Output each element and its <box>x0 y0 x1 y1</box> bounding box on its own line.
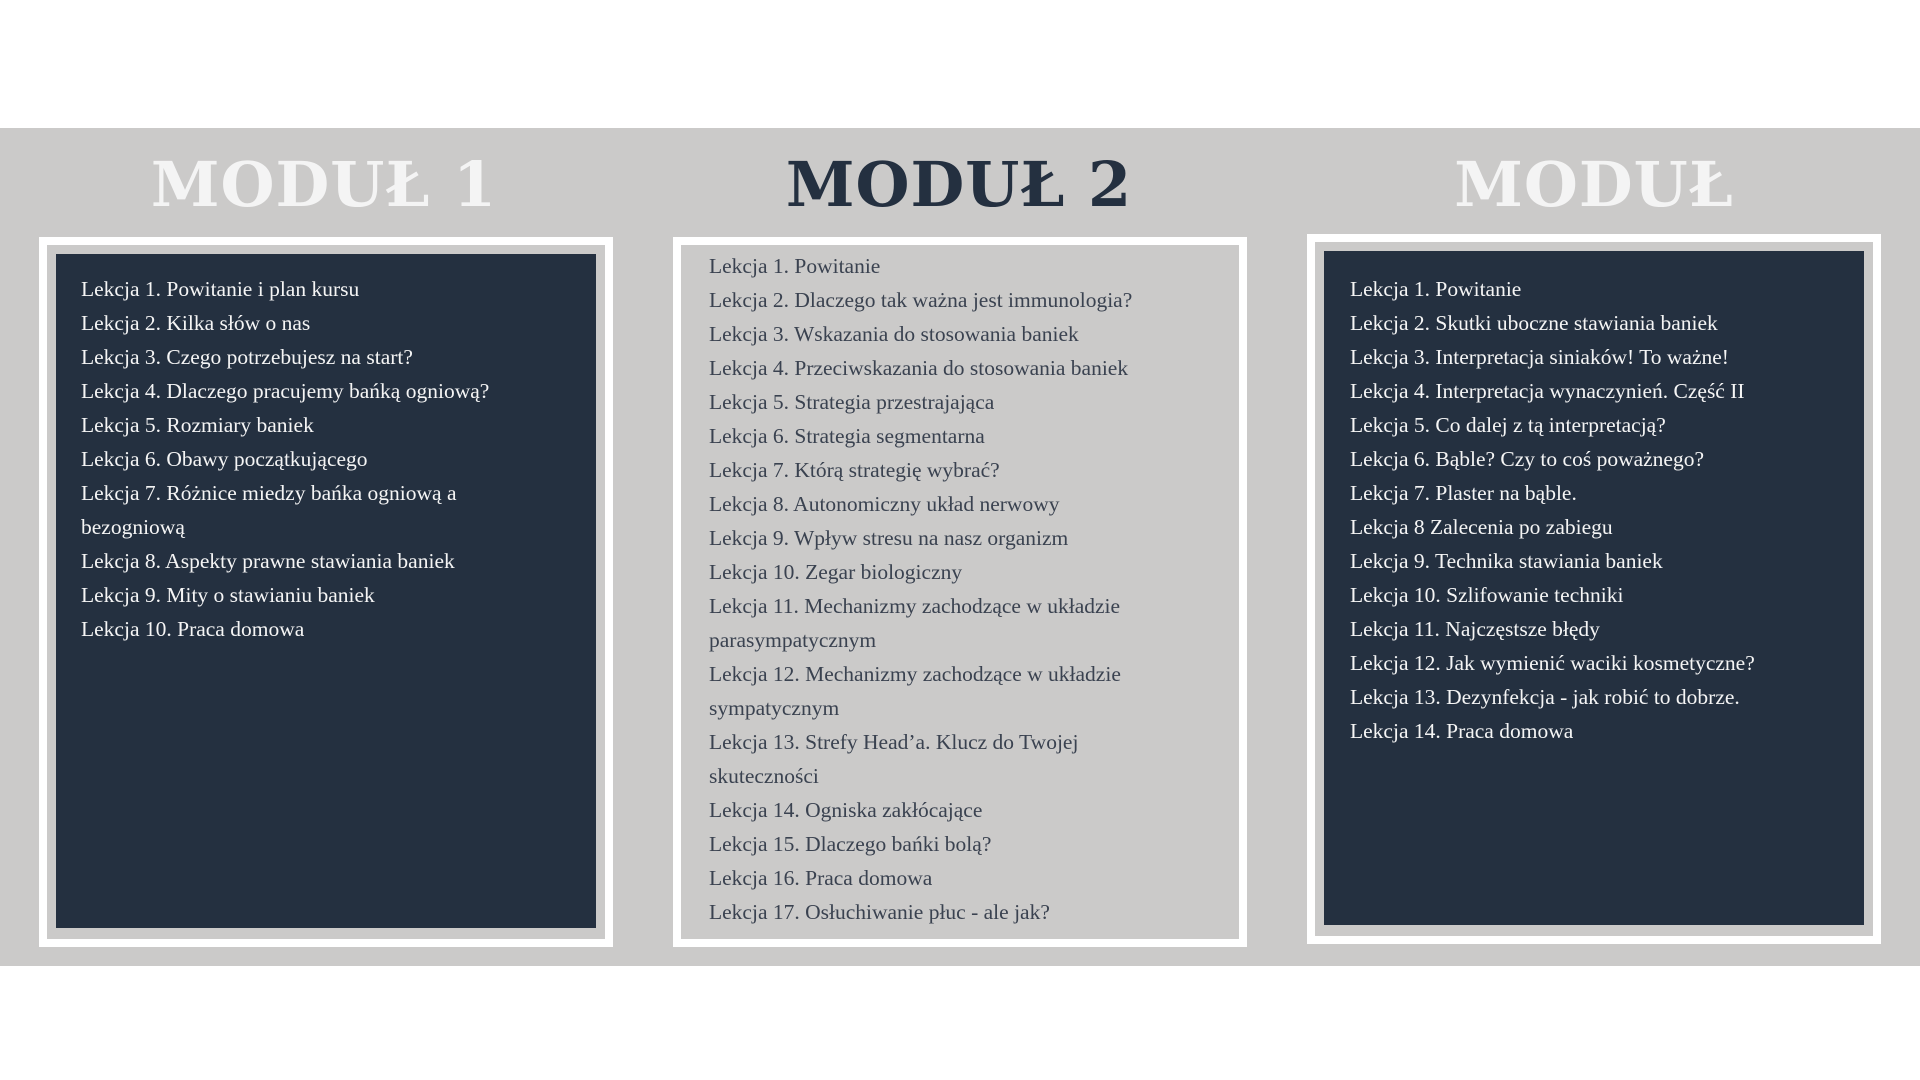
module-1-card <box>39 237 613 947</box>
lesson-item: Lekcja 8. Autonomiczny układ nerwowy <box>709 492 1060 516</box>
lesson-item: Lekcja 13. Strefy Head’a. Klucz do Twojej skuteczności <box>709 730 1079 788</box>
lesson-item: Lekcja 10. Praca domowa <box>81 617 305 641</box>
lesson-item: Lekcja 7. Plaster na bąble. <box>1350 481 1577 505</box>
module-1-panel <box>56 254 596 928</box>
lesson-item: Lekcja 13. Dezynfekcja - jak robić to dobrze. <box>1350 685 1740 709</box>
lesson-item: Lekcja 15. Dlaczego bańki bolą? <box>709 832 992 856</box>
lesson-item: Lekcja 3. Czego potrzebujesz na start? <box>81 345 413 369</box>
lesson-item: Lekcja 3. Wskazania do stosowania baniek <box>709 322 1079 346</box>
lesson-item: Lekcja 4. Dlaczego pracujemy bańką ogniową? <box>81 379 490 403</box>
lesson-item: Lekcja 17. Osłuchiwanie płuc - ale jak? <box>709 900 1050 924</box>
lesson-item: Lekcja 8. Aspekty prawne stawiania baniek <box>81 549 455 573</box>
lesson-item: Lekcja 5. Strategia przestrajająca <box>709 390 995 414</box>
lesson-item: Lekcja 2. Dlaczego tak ważna jest immunologia? <box>709 288 1133 312</box>
lesson-item: Lekcja 3. Interpretacja siniaków! To ważne! <box>1350 345 1729 369</box>
module-2-card <box>673 237 1247 947</box>
lesson-item: Lekcja 7. Różnice miedzy bańka ogniową a bezogniową <box>81 481 457 539</box>
lesson-item: Lekcja 4. Interpretacja wynaczynień. Część II <box>1350 379 1745 403</box>
lesson-item: Lekcja 14. Praca domowa <box>1350 719 1574 743</box>
lesson-item: Lekcja 16. Praca domowa <box>709 866 933 890</box>
lesson-item: Lekcja 5. Co dalej z tą interpretacją? <box>1350 413 1666 437</box>
lesson-item: Lekcja 5. Rozmiary baniek <box>81 413 314 437</box>
module-1-lesson-list <box>81 272 541 646</box>
lesson-item: Lekcja 9. Wpływ stresu na nasz organizm <box>709 526 1069 550</box>
lesson-item: Lekcja 2. Kilka słów o nas <box>81 311 311 335</box>
lesson-item: Lekcja 2. Skutki uboczne stawiania baniek <box>1350 311 1718 335</box>
lesson-item: Lekcja 11. Najczęstsze błędy <box>1350 617 1600 641</box>
module-2-lesson-list <box>709 249 1189 929</box>
module-3-panel <box>1324 251 1864 925</box>
module-2-title: MODUŁ 2 <box>785 148 1133 221</box>
lesson-item: Lekcja 7. Którą strategię wybrać? <box>709 458 1000 482</box>
lesson-item: Lekcja 9. Technika stawiania baniek <box>1350 549 1663 573</box>
lesson-item: Lekcja 4. Przeciwskazania do stosowania baniek <box>709 356 1129 380</box>
lesson-item: Lekcja 8 Zalecenia po zabiegu <box>1350 515 1613 539</box>
lesson-item: Lekcja 12. Mechanizmy zachodzące w układzie sympatycznym <box>709 662 1121 720</box>
lesson-item: Lekcja 6. Strategia segmentarna <box>709 424 985 448</box>
lesson-item: Lekcja 1. Powitanie <box>709 254 881 278</box>
lesson-item: Lekcja 14. Ogniska zakłócające <box>709 798 983 822</box>
lesson-item: Lekcja 6. Bąble? Czy to coś poważnego? <box>1350 447 1705 471</box>
lesson-item: Lekcja 10. Szlifowanie techniki <box>1350 583 1624 607</box>
lesson-item: Lekcja 1. Powitanie i plan kursu <box>81 277 360 301</box>
module-3-lesson-list <box>1350 272 1850 748</box>
lesson-item: Lekcja 10. Zegar biologiczny <box>709 560 963 584</box>
lesson-item: Lekcja 6. Obawy początkującego <box>81 447 368 471</box>
module-3-card <box>1307 234 1881 944</box>
module-2-panel <box>681 245 1239 939</box>
lesson-item: Lekcja 11. Mechanizmy zachodzące w układzie parasympatycznym <box>709 594 1121 652</box>
module-3-title: MODUŁ <box>1454 148 1734 221</box>
module-1-title: MODUŁ 1 <box>150 148 498 221</box>
lesson-item: Lekcja 9. Mity o stawianiu baniek <box>81 583 375 607</box>
lesson-item: Lekcja 12. Jak wymienić waciki kosmetyczne? <box>1350 651 1755 675</box>
lesson-item: Lekcja 1. Powitanie <box>1350 277 1522 301</box>
